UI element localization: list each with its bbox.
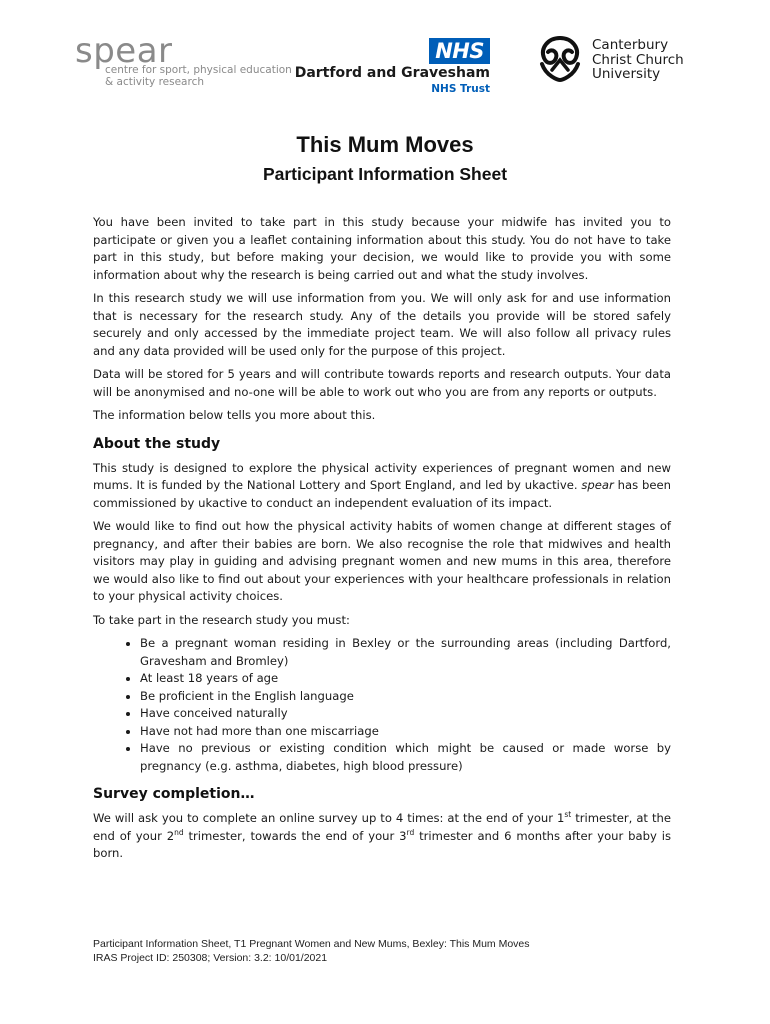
survey-sup-1: st — [564, 810, 572, 820]
survey-sup-2: nd — [174, 827, 184, 837]
criteria-item: • Be proficient in the English language — [140, 688, 671, 706]
spear-wordmark: spear — [75, 31, 173, 71]
criteria-item: • Have not had more than one miscarriage — [140, 723, 671, 741]
intro-paragraph-4: The information below tells you more about this. — [93, 408, 376, 422]
survey-text-3: trimester, towards the end of your 3 — [183, 828, 407, 843]
cccu-logo — [534, 34, 694, 84]
about-heading: About the study — [93, 435, 221, 452]
document-body — [93, 214, 671, 869]
about-paragraph-2: We would like to find out how the physical activity habits of women change at different stages of pregnancy, and after their babies are born. We also recognise the role that midwives and health visitors may play in guiding and advising pregnant women and new mums in this area, therefore we would also like to find out about your experiences with your healthcare professionals in relation to your physical activity choices. — [93, 519, 671, 603]
page-footer — [93, 937, 530, 965]
about-p1-italic: spear — [581, 478, 614, 492]
spear-tagline-line2: & activity research — [105, 76, 204, 88]
spear-tagline — [105, 64, 292, 88]
about-p1-text-b: has been commissioned by ukactive to conduct an independent evaluation of its impact. — [93, 478, 671, 510]
document-title: This Mum Moves — [296, 132, 474, 157]
about-paragraph-3: To take part in the research study you must: — [93, 612, 350, 627]
nhs-trust-logo — [290, 38, 490, 98]
survey-heading: Survey completion… — [93, 786, 255, 802]
footer-line-2: IRAS Project ID: 250308; Version: 3.2: 10/01/2021 — [93, 952, 328, 964]
spear-tagline-line1: centre for sport, physical education — [105, 64, 292, 76]
cccu-line3: University — [592, 66, 661, 82]
criteria-list — [93, 635, 671, 775]
survey-paragraph — [93, 810, 671, 863]
intro-paragraph-3: Data will be stored for 5 years and will contribute towards reports and research outputs. Your data will be anonymised and no-one will be able to work out who you are from any reports or outputs. — [93, 367, 671, 399]
spear-logo — [75, 31, 292, 94]
criteria-item: • At least 18 years of age — [140, 670, 671, 688]
intro-paragraph-2: In this research study we will use information from you. We will only ask for and use information that is necessary for the research study. Any of the details you provide will be stored safely securely and only accessed by the immediate project team. We will also follow all privacy rules and any data provided will be used only for the purpose of this project. — [93, 291, 671, 358]
survey-sup-3: rd — [406, 827, 415, 837]
criteria-item: • Be a pregnant woman residing in Bexley or the surrounding areas (including Dartford, Gravesham and Bromley) — [140, 635, 671, 670]
cccu-line1: Canterbury — [592, 37, 669, 53]
about-paragraph-1 — [93, 460, 671, 513]
cccu-emblem-icon — [534, 34, 586, 82]
nhs-badge: NHS — [429, 38, 490, 64]
nhs-trust-label: NHS Trust — [431, 83, 490, 95]
footer-line-1: Participant Information Sheet, T1 Pregnant Women and New Mums, Bexley: This Mum Moves — [93, 938, 530, 950]
about-p1-text-a: This study is designed to explore the physical activity experiences of pregnant women and new mums. It is funded by the National Lottery and Sport England, and led by ukactive. — [93, 460, 671, 492]
criteria-item: • Have no previous or existing condition which might be caused or made worse by pregnancy (e.g. asthma, diabetes, high blood pressure) — [140, 740, 671, 775]
survey-text-2: trimester, at the end of your 2 — [93, 811, 671, 843]
cccu-wordmark — [592, 38, 684, 82]
cccu-line2: Christ Church — [592, 51, 684, 68]
nhs-trust-name: Dartford and Gravesham — [294, 65, 490, 81]
survey-text-4: trimester and 6 months after your baby is born. — [93, 828, 671, 860]
document-subtitle: Participant Information Sheet — [262, 164, 508, 184]
intro-paragraph-1: You have been invited to take part in this study because your midwife has invited you to participate or given you a leaflet containing information about this study. You do not have to take part in this study, but before making your decision, we would like to provide you with some information about why the research is being carried out and what the study involves. — [93, 215, 671, 282]
criteria-item: • Have conceived naturally — [140, 705, 671, 723]
survey-text-1: We will ask you to complete an online survey up to 4 times: at the end of your 1 — [93, 811, 565, 825]
